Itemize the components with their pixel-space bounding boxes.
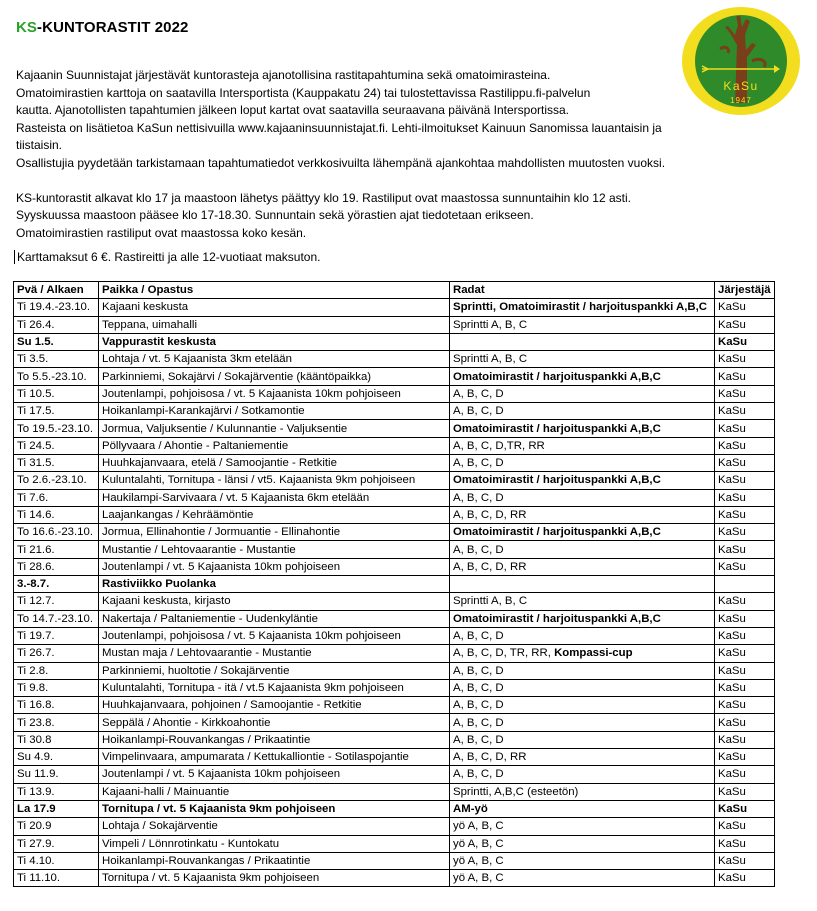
cell-courses xyxy=(450,576,715,593)
cell-place: Hoikanlampi-Karankajärvi / Sotkamontie xyxy=(99,403,450,420)
cell-place: Kajaani keskusta xyxy=(99,299,450,316)
kasu-logo xyxy=(680,5,802,117)
cell-date: Ti 11.10. xyxy=(14,870,99,887)
table-row xyxy=(14,610,775,627)
cell-place: Pöllyvaara / Ahontie - Paltaniementie xyxy=(99,437,450,454)
table-row xyxy=(14,506,775,523)
cell-courses: Sprintti, Omatoimirastit / harjoituspankki A,B,C xyxy=(450,299,715,316)
cell-place: Mustantie / Lehtovaarantie - Mustantie xyxy=(99,541,450,558)
intro-text xyxy=(16,67,676,242)
cell-organizer: KaSu xyxy=(715,403,775,420)
cell-courses: Omatoimirastit / harjoituspankki A,B,C xyxy=(450,524,715,541)
cell-organizer: KaSu xyxy=(715,800,775,817)
cell-organizer: KaSu xyxy=(715,368,775,385)
cell-date: Ti 26.4. xyxy=(14,316,99,333)
table-row xyxy=(14,662,775,679)
cell-organizer: KaSu xyxy=(715,333,775,350)
table-row xyxy=(14,489,775,506)
cell-courses: A, B, C, D,TR, RR xyxy=(450,437,715,454)
table-row xyxy=(14,835,775,852)
cell-date: Ti 23.8. xyxy=(14,714,99,731)
intro-line: Syyskuussa maastoon pääsee klo 17-18.30. Sunnuntain sekä yörastien ajat tiedotetaan erikseen. xyxy=(16,208,534,223)
cell-date: Ti 12.7. xyxy=(14,593,99,610)
cell-place: Rastiviikko Puolanka xyxy=(99,576,450,593)
cell-courses: A, B, C, D xyxy=(450,627,715,644)
table-row xyxy=(14,351,775,368)
cell-place: Joutenlampi / vt. 5 Kajaanista 10km pohjoiseen xyxy=(99,558,450,575)
cell-place: Jormua, Valjuksentie / Kulunnantie - Valjuksentie xyxy=(99,420,450,437)
cell-organizer: KaSu xyxy=(715,714,775,731)
cell-organizer: KaSu xyxy=(715,385,775,402)
table-row xyxy=(14,368,775,385)
cell-place: Kuluntalahti, Tornitupa - länsi / vt5. Kajaanista 9km pohjoiseen xyxy=(99,472,450,489)
table-row xyxy=(14,645,775,662)
table-header-row xyxy=(14,282,775,299)
table-row xyxy=(14,852,775,869)
cell-courses: A, B, C, D xyxy=(450,662,715,679)
cell-organizer: KaSu xyxy=(715,610,775,627)
page-title xyxy=(16,19,189,36)
cell-place: Seppälä / Ahontie - Kirkkoahontie xyxy=(99,714,450,731)
table-row xyxy=(14,420,775,437)
table-row xyxy=(14,385,775,402)
cell-date: La 17.9 xyxy=(14,800,99,817)
cell-courses: A, B, C, D xyxy=(450,541,715,558)
cell-place: Vimpeli / Lönnrotinkatu - Kuntokatu xyxy=(99,835,450,852)
cell-date: Ti 26.7. xyxy=(14,645,99,662)
cell-place: Vimpelinvaara, ampumarata / Kettukalliontie - Sotilaspojantie xyxy=(99,749,450,766)
cell-place: Nakertaja / Paltaniementie - Uudenkyläntie xyxy=(99,610,450,627)
cell-date: Ti 2.8. xyxy=(14,662,99,679)
table-row xyxy=(14,437,775,454)
cell-courses: A, B, C, D xyxy=(450,489,715,506)
cell-organizer: KaSu xyxy=(715,558,775,575)
cell-date: Ti 24.5. xyxy=(14,437,99,454)
cell-courses: A, B, C, D xyxy=(450,714,715,731)
logo-text: KaSu xyxy=(723,79,759,93)
table-row xyxy=(14,333,775,350)
cell-date: Su 11.9. xyxy=(14,766,99,783)
cell-courses: Omatoimirastit / harjoituspankki A,B,C xyxy=(450,610,715,627)
cell-courses: A, B, C, D xyxy=(450,731,715,748)
cell-date: Ti 28.6. xyxy=(14,558,99,575)
cell-courses: Omatoimirastit / harjoituspankki A,B,C xyxy=(450,420,715,437)
cell-date: Ti 10.5. xyxy=(14,385,99,402)
cell-organizer: KaSu xyxy=(715,645,775,662)
header-courses: Radat xyxy=(450,282,715,299)
cell-courses: A, B, C, D, RR xyxy=(450,506,715,523)
cell-courses: Sprintti A, B, C xyxy=(450,593,715,610)
table-row xyxy=(14,697,775,714)
courses-text: A, B, C, D, TR, RR, xyxy=(453,647,551,660)
title-rest: -KUNTORASTIT 2022 xyxy=(37,19,189,36)
courses-extra: Kompassi-cup xyxy=(554,647,633,660)
cell-organizer: KaSu xyxy=(715,749,775,766)
table-row xyxy=(14,558,775,575)
table-row xyxy=(14,316,775,333)
cell-date: To 5.5.-23.10. xyxy=(14,368,99,385)
cell-place: Kajaani-halli / Mainuantie xyxy=(99,783,450,800)
cell-place: Joutenlampi, pohjoisosa / vt. 5 Kajaanista 10km pohjoiseen xyxy=(99,627,450,644)
cell-date: Ti 17.5. xyxy=(14,403,99,420)
cell-place: Vappurastit keskusta xyxy=(99,333,450,350)
cell-courses: Sprintti A, B, C xyxy=(450,316,715,333)
cell-organizer: KaSu xyxy=(715,662,775,679)
cell-organizer: KaSu xyxy=(715,870,775,887)
cell-place: Huuhkajanvaara, etelä / Samoojantie - Retkitie xyxy=(99,454,450,471)
intro-line: Osallistujia pyydetään tarkistamaan tapahtumatiedot verkkosivuilta lähempänä ajankohtaa mahdollisten muutosten vuoksi. xyxy=(16,155,666,170)
cell-place: Parkinniemi, Sokajärvi / Sokajärventie (kääntöpaikka) xyxy=(99,368,450,385)
cell-organizer: KaSu xyxy=(715,783,775,800)
cell-courses: Sprintti, A,B,C (esteetön) xyxy=(450,783,715,800)
cell-place: Joutenlampi / vt. 5 Kajaanista 10km pohjoiseen xyxy=(99,766,450,783)
intro-line: kautta. Ajanotollisten tapahtumien jälkeen loput kartat ovat saatavilla seuraavana päivänä Intersportissa. xyxy=(16,103,570,118)
cell-courses xyxy=(450,333,715,350)
cell-place: Kuluntalahti, Tornitupa - itä / vt.5 Kajaanista 9km pohjoiseen xyxy=(99,679,450,696)
cell-courses: yö A, B, C xyxy=(450,870,715,887)
cell-date: To 19.5.-23.10. xyxy=(14,420,99,437)
cell-place: Joutenlampi, pohjoisosa / vt. 5 Kajaanista 10km pohjoiseen xyxy=(99,385,450,402)
cell-organizer: KaSu xyxy=(715,420,775,437)
table-row xyxy=(14,766,775,783)
cell-organizer: KaSu xyxy=(715,299,775,316)
table-row xyxy=(14,818,775,835)
cell-date: Ti 19.7. xyxy=(14,627,99,644)
cell-courses xyxy=(450,645,715,662)
cell-organizer: KaSu xyxy=(715,524,775,541)
cell-place: Teppana, uimahalli xyxy=(99,316,450,333)
table-row xyxy=(14,731,775,748)
logo-year: 1947 xyxy=(730,96,752,105)
cell-courses: A, B, C, D, RR xyxy=(450,558,715,575)
cell-date: Ti 3.5. xyxy=(14,351,99,368)
cell-organizer: KaSu xyxy=(715,316,775,333)
cell-organizer: KaSu xyxy=(715,731,775,748)
cell-place: Parkinniemi, huoltotie / Sokajärventie xyxy=(99,662,450,679)
cell-organizer: KaSu xyxy=(715,627,775,644)
cell-date: To 14.7.-23.10. xyxy=(14,610,99,627)
table-row xyxy=(14,800,775,817)
cell-place: Lohtaja / vt. 5 Kajaanista 3km etelään xyxy=(99,351,450,368)
intro-line: Rasteista on lisätietoa KaSun nettisivuilla www.kajaaninsuunnistajat.fi. Lehti-ilmoitukset Kainuun Sanomissa lauantaisin ja tiistaisin. xyxy=(16,120,662,153)
cell-courses: yö A, B, C xyxy=(450,835,715,852)
cell-place: Tornitupa / vt. 5 Kajaanista 9km pohjoiseen xyxy=(99,870,450,887)
cell-place: Kajaani keskusta, kirjasto xyxy=(99,593,450,610)
cell-date: To 2.6.-23.10. xyxy=(14,472,99,489)
cell-courses: A, B, C, D xyxy=(450,385,715,402)
cell-place: Hoikanlampi-Rouvankangas / Prikaatintie xyxy=(99,852,450,869)
cell-courses: yö A, B, C xyxy=(450,852,715,869)
cell-courses: A, B, C, D xyxy=(450,766,715,783)
table-row xyxy=(14,454,775,471)
cell-organizer: KaSu xyxy=(715,766,775,783)
table-row xyxy=(14,679,775,696)
intro-line: KS-kuntorastit alkavat klo 17 ja maastoon lähetys päättyy klo 19. Rastiliput ovat maastossa sunnuntaihin klo 12 asti. xyxy=(16,190,631,205)
cell-organizer: KaSu xyxy=(715,454,775,471)
cell-date: Ti 14.6. xyxy=(14,506,99,523)
cell-date: Ti 21.6. xyxy=(14,541,99,558)
table-row xyxy=(14,749,775,766)
cell-place: Hoikanlampi-Rouvankangas / Prikaatintie xyxy=(99,731,450,748)
cell-date: Ti 9.8. xyxy=(14,679,99,696)
cell-courses: A, B, C, D xyxy=(450,403,715,420)
cell-date: Su 1.5. xyxy=(14,333,99,350)
cell-place: Haukilampi-Sarvivaara / vt. 5 Kajaanista 6km etelään xyxy=(99,489,450,506)
header-place: Paikka / Opastus xyxy=(99,282,450,299)
cell-place: Tornitupa / vt. 5 Kajaanista 9km pohjoiseen xyxy=(99,800,450,817)
cell-organizer: KaSu xyxy=(715,697,775,714)
schedule-table xyxy=(13,281,775,887)
cell-courses: Omatoimirastit / harjoituspankki A,B,C xyxy=(450,368,715,385)
cell-courses: AM-yö xyxy=(450,800,715,817)
cell-organizer: KaSu xyxy=(715,351,775,368)
cell-organizer: KaSu xyxy=(715,541,775,558)
table-row xyxy=(14,403,775,420)
table-row xyxy=(14,593,775,610)
cell-courses: yö A, B, C xyxy=(450,818,715,835)
cell-organizer: KaSu xyxy=(715,489,775,506)
table-row xyxy=(14,576,775,593)
cell-date: Ti 7.6. xyxy=(14,489,99,506)
cell-date: Ti 16.8. xyxy=(14,697,99,714)
cell-courses: A, B, C, D xyxy=(450,454,715,471)
table-row xyxy=(14,714,775,731)
cell-courses: A, B, C, D xyxy=(450,679,715,696)
table-row xyxy=(14,783,775,800)
header-organizer: Järjestäjä xyxy=(715,282,775,299)
header-date: Pvä / Alkaen xyxy=(14,282,99,299)
cell-date: Ti 19.4.-23.10. xyxy=(14,299,99,316)
cell-courses: Omatoimirastit / harjoituspankki A,B,C xyxy=(450,472,715,489)
table-row xyxy=(14,472,775,489)
cell-place: Huuhkajanvaara, pohjoinen / Samoojantie - Retkitie xyxy=(99,697,450,714)
cell-organizer: KaSu xyxy=(715,679,775,696)
cell-place: Laajankangas / Kehräämöntie xyxy=(99,506,450,523)
cell-organizer: KaSu xyxy=(715,835,775,852)
cell-organizer: KaSu xyxy=(715,506,775,523)
table-row xyxy=(14,524,775,541)
cell-place: Mustan maja / Lehtovaarantie - Mustantie xyxy=(99,645,450,662)
intro-line: Kajaanin Suunnistajat järjestävät kuntorasteja ajanotollisina rastitapahtumina sekä omatoimirasteina. xyxy=(16,68,551,82)
cell-date: Ti 30.8 xyxy=(14,731,99,748)
table-row xyxy=(14,870,775,887)
cell-date: Ti 31.5. xyxy=(14,454,99,471)
fees-note: Karttamaksut 6 €. Rastireitti ja alle 12-vuotiaat maksuton. xyxy=(14,250,320,264)
title-prefix: KS xyxy=(16,19,38,36)
intro-line: Omatoimirastien rastiliput ovat maastossa koko kesän. xyxy=(16,225,307,240)
cell-organizer: KaSu xyxy=(715,852,775,869)
table-row xyxy=(14,627,775,644)
table-row xyxy=(14,299,775,316)
intro-line: Omatoimirastien karttoja on saatavilla Intersportista (Kauppakatu 24) tai tulostettavissa Rastilippu.fi-palvelun xyxy=(16,85,591,100)
cell-place: Lohtaja / Sokajärventie xyxy=(99,818,450,835)
cell-courses: A, B, C, D, RR xyxy=(450,749,715,766)
cell-date: 3.-8.7. xyxy=(14,576,99,593)
cell-organizer: KaSu xyxy=(715,818,775,835)
cell-date: Ti 20.9 xyxy=(14,818,99,835)
table-row xyxy=(14,541,775,558)
cell-date: Ti 4.10. xyxy=(14,852,99,869)
cell-organizer: KaSu xyxy=(715,593,775,610)
cell-courses: A, B, C, D xyxy=(450,697,715,714)
cell-date: To 16.6.-23.10. xyxy=(14,524,99,541)
cell-organizer xyxy=(715,576,775,593)
cell-organizer: KaSu xyxy=(715,472,775,489)
cell-date: Ti 27.9. xyxy=(14,835,99,852)
cell-organizer: KaSu xyxy=(715,437,775,454)
cell-date: Su 4.9. xyxy=(14,749,99,766)
cell-date: Ti 13.9. xyxy=(14,783,99,800)
cell-courses: Sprintti A, B, C xyxy=(450,351,715,368)
cell-place: Jormua, Ellinahontie / Jormuantie - Ellinahontie xyxy=(99,524,450,541)
